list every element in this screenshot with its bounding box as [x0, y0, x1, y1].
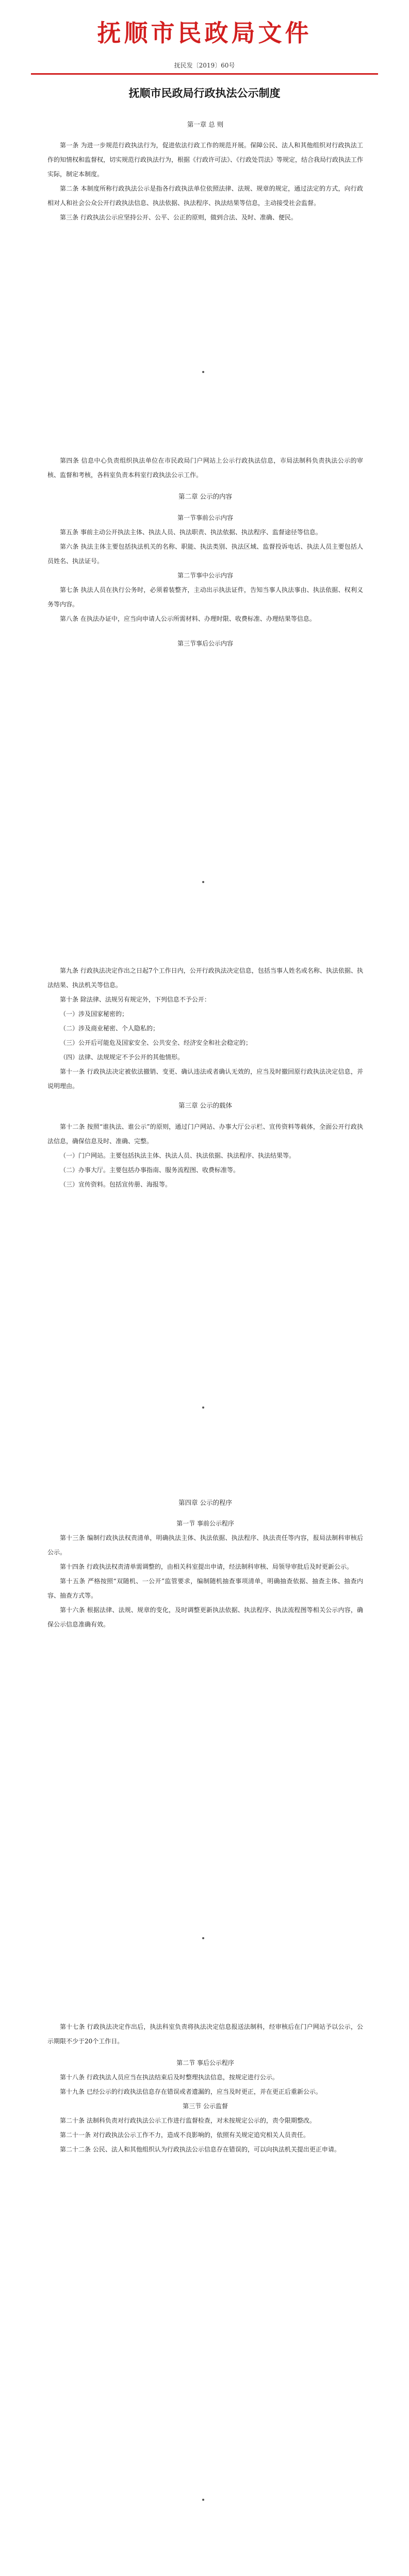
article-21: 第二十一条 对行政执法公示工作不力，造成不良影响的，依照有关规定追究相关人员责任。: [60, 2131, 309, 2139]
red-document-header: 抚顺市民政局文件: [97, 19, 312, 47]
list-item: （三）公开后可能危及国家安全、公共安全、经济安全和社会稳定的；: [60, 1039, 252, 1046]
list-item: （二）办事大厅。主要包括办事指南、服务流程图、收费标准等。: [60, 1166, 240, 1174]
article-22: 第二十二条 公民、法人和其他组织认为行政执法公示信息存在错误的，可以向执法机关提出更正申请。: [60, 2146, 340, 2153]
article-12: 第十二条 按照“谁执法、谁公示”的原则，通过门户网站、办事大厅公示栏、宣传资料等载体，全面公开行政执法信息，确保信息及时、准确、完整。: [47, 1123, 363, 1145]
chapter-heading: 第三章 公示的载体: [178, 1101, 232, 1109]
article-1: 第一条 为进一步规范行政执法行为，促进依法行政工作的规范开展。保障公民、法人和其他组织对行政执法工作的知情权和监督权，切实规范行政执法行为，根据《行政许可法》、《行政处罚法》等规定，结合我局行政执法工作实际，制定本制度。: [47, 142, 364, 178]
section-heading: 第一节事前公示内容: [177, 514, 233, 521]
section-heading: 第三节事后公示内容: [177, 639, 233, 647]
document-number: 抚民发〔2019〕60号: [174, 62, 235, 69]
article-13: 第十三条 编制行政执法权责清单，明确执法主体、执法依据、执法程序、执法责任等内容，报局法制科审核后公示。: [47, 1534, 363, 1556]
article-6: 第六条 执法主体主要包括执法机关的名称、职能、执法类别、执法区域、监督投诉电话、执法人员主要包括人员姓名、执法证号。: [47, 543, 363, 565]
article-7: 第七条 执法人员在执行公务时，必须着装整齐，主动出示执法证件，告知当事人执法事由、执法依据、权利义务等内容。: [47, 586, 363, 608]
document-title: 抚顺市民政局行政执法公示制度: [128, 87, 281, 99]
page-break-dot: [202, 371, 204, 373]
chapter-1-section: [47, 111, 363, 225]
chapter-heading: 第二章 公示的内容: [178, 493, 232, 500]
article-11: 第十一条 行政执法决定被依法撤销、变更、确认违法或者确认无效的，应当及时撤回原行政执法决定信息，并说明理由。: [47, 1068, 363, 1090]
section-heading: 第二节 事后公示程序: [176, 2059, 234, 2066]
chapter-2-section: [47, 453, 363, 651]
article-10: 第十条 除法律、法规另有规定外，下列信息不予公开：: [60, 996, 210, 1003]
article-15: 第十五条 严格按照“双随机、一公开”监管要求，编制随机抽查事项清单，明确抽查依据、抽查主体、抽查内容、抽查方式等。: [47, 1578, 363, 1599]
chapter-heading: 第一章 总 则: [187, 120, 224, 128]
article-20: 第二十条 法制科负责对行政执法公示工作进行监督检查，对未按规定公示的，责令限期整改。: [60, 2117, 316, 2124]
article-17: 第十七条 行政执法决定作出后，执法科室负责将执法决定信息报送法制科，经审核后在门户网站予以公示，公示期限不少于20个工作日。: [47, 2023, 363, 2045]
section-heading: 第三节 公示监督: [183, 2103, 228, 2110]
red-divider: [31, 73, 378, 75]
article-2: 第二条 本制度所称行政执法公示是指各行政执法单位依照法律、法规、规章的规定，通过法定的方式，向行政相对人和社会公众公开行政执法信息、执法依据、执法程序、执法结果等信息，主动接受社会监督。: [47, 185, 363, 207]
article-18: 第十八条 行政执法人员应当在执法结束后及时整理执法信息，按规定进行公示。: [60, 2074, 279, 2081]
chapter-4-section: [47, 1489, 363, 1632]
list-item: （二）涉及商业秘密、个人隐私的；: [60, 1025, 159, 1032]
page-break-dot: [202, 1937, 204, 1939]
article-19: 第十九条 已经公示的行政执法信息存在错误或者遗漏的，应当及时更正，并在更正后重新公示。: [60, 2088, 322, 2095]
list-item: （一）涉及国家秘密的；: [60, 1010, 128, 1018]
article-16: 第十六条 根据法律、法规、规章的变化，及时调整更新执法依据、执法程序、执法流程图等相关公示内容，确保公示信息准确有效。: [47, 1606, 363, 1628]
chapter-5-section: [47, 2020, 363, 2157]
article-3: 第三条 行政执法公示应坚持公开、公平、公正的原则，做到合法、及时、准确、便民。: [60, 214, 297, 221]
article-9: 第九条 行政执法决定作出之日起7个工作日内，公开行政执法决定信息，包括当事人姓名或名称、执法依据、执法结果、执法机关等信息。: [47, 967, 363, 989]
article-4: 第四条 信息中心负责组织执法单位在市民政局门户网站上公示行政执法信息，市局法制科负责执法公示的审核、监督和考核，各科室负责本科室行政执法公示工作。: [47, 457, 363, 479]
chapter-heading: 第四章 公示的程序: [178, 1498, 232, 1506]
page-break-dot: [202, 881, 204, 883]
list-item: （一）门户网站。主要包括执法主体、执法人员、执法依据、执法程序、执法结果等。: [60, 1151, 296, 1159]
chapter-3-section: [47, 963, 363, 1192]
section-heading: 第一节 事前公示程序: [176, 1520, 234, 1527]
article-8: 第八条 在执法办证中，应当向申请人公示所需材料、办理时限、收费标准、办理结果等信息。: [60, 615, 316, 622]
list-item: （四）法律、法规规定不予公开的其他情形。: [60, 1054, 184, 1061]
page-break-dot: [202, 2499, 204, 2501]
section-heading: 第二节事中公示内容: [177, 571, 233, 579]
page-break-dot: [202, 1406, 204, 1409]
article-5: 第五条 事前主动公开执法主体、执法人员、执法职责、执法依据、执法程序、监督途径等信息。: [60, 528, 322, 536]
article-14: 第十四条 行政执法权责清单需调整的，由相关科室提出申请，经法制科审核、局领导审批后及时更新公示。: [60, 1563, 353, 1570]
list-item: （三）宣传资料。包括宣传册、海报等。: [60, 1180, 172, 1188]
